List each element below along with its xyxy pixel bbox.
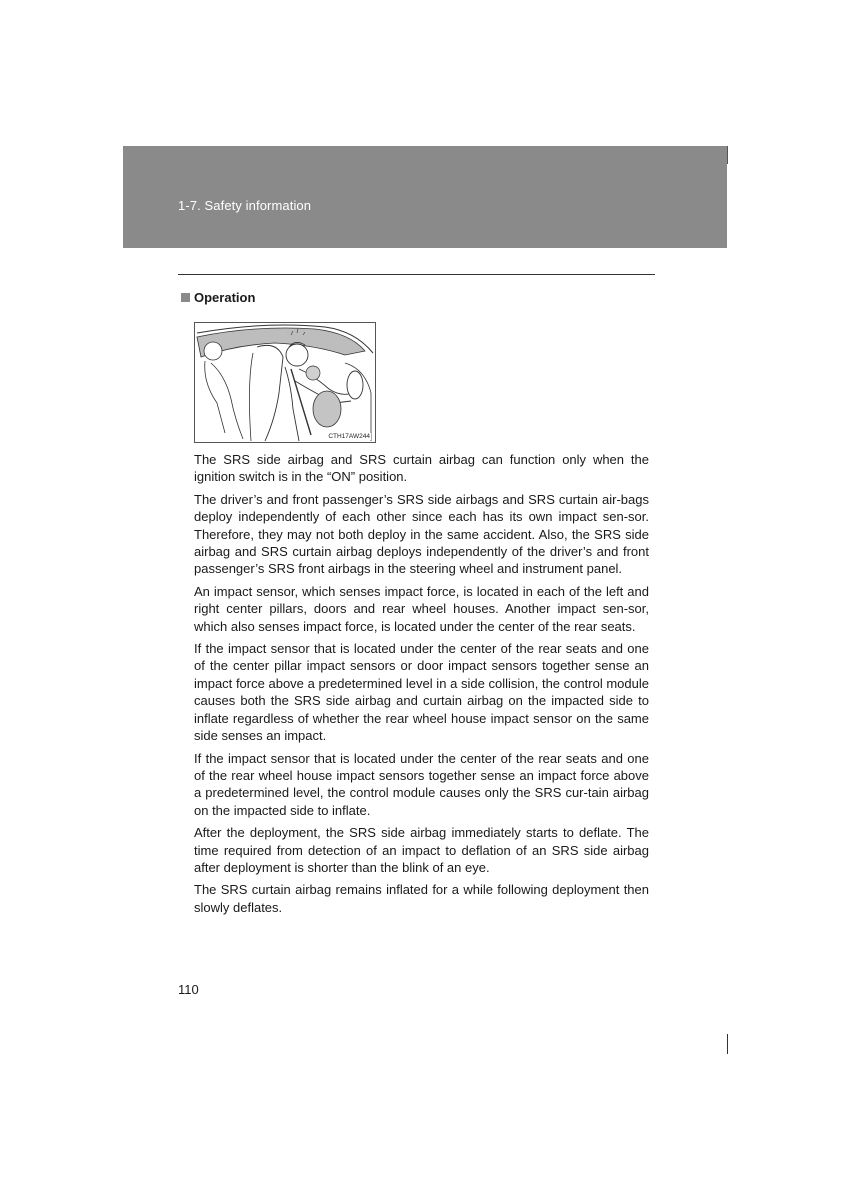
section-divider xyxy=(178,274,655,275)
paragraph: An impact sensor, which senses impact force, is located in each of the left and right center pillars, doors and rear wheel houses. Another impact sen-sor, which also senses impact force, is located under the center of the rear seats. xyxy=(194,583,649,634)
airbag-deployment-drawing xyxy=(195,323,375,442)
paragraph: The driver’s and front passenger’s SRS side airbags and SRS curtain air-bags deploy independently of each other since each has its own impact sen-sor. Therefore, they may not both deploy in the same accident. Also, the SRS side airbag and SRS curtain airbag deploys independently of the driver’s and front passenger’s SRS front airbags in the steering wheel and instrument panel. xyxy=(194,491,649,577)
paragraph: If the impact sensor that is located under the center of the rear seats and one of the rear wheel house impact sensors together sense an impact force above a predetermined level, the control module causes only the SRS cur-tain airbag on the impacted side to inflate. xyxy=(194,750,649,818)
body-text xyxy=(194,451,649,921)
square-bullet-icon xyxy=(181,293,190,302)
section-label: 1-7. Safety information xyxy=(178,198,312,213)
paragraph: If the impact sensor that is located under the center of the rear seats and one of the center pillar impact sensors or door impact sensors together sense an impact force above a predetermined level in a side collision, the control module causes both the SRS side airbag and curtain airbag on the impacted side to inflate regardless of whether the rear wheel house impact sensor on the same side senses an impact. xyxy=(194,641,649,744)
page-edge-mark xyxy=(727,1034,728,1054)
page-number: 110 xyxy=(178,982,199,997)
chapter-header-band xyxy=(123,146,727,248)
operation-heading-text: Operation xyxy=(194,290,256,305)
paragraph: The SRS curtain airbag remains inflated for a while following deployment then slowly deflates. xyxy=(194,882,649,915)
airbag-illustration xyxy=(194,322,376,443)
header-edge-mark xyxy=(727,146,728,164)
operation-heading xyxy=(181,290,255,305)
figure-code: CTH17AW244 xyxy=(328,433,370,440)
paragraph: The SRS side airbag and SRS curtain airbag can function only when the ignition switch is in the “ON” position. xyxy=(194,452,649,485)
paragraph: After the deployment, the SRS side airbag immediately starts to deflate. The time required from detection of an impact to deflation of an SRS side airbag after deployment is shorter than the blink of an eye. xyxy=(194,825,649,875)
